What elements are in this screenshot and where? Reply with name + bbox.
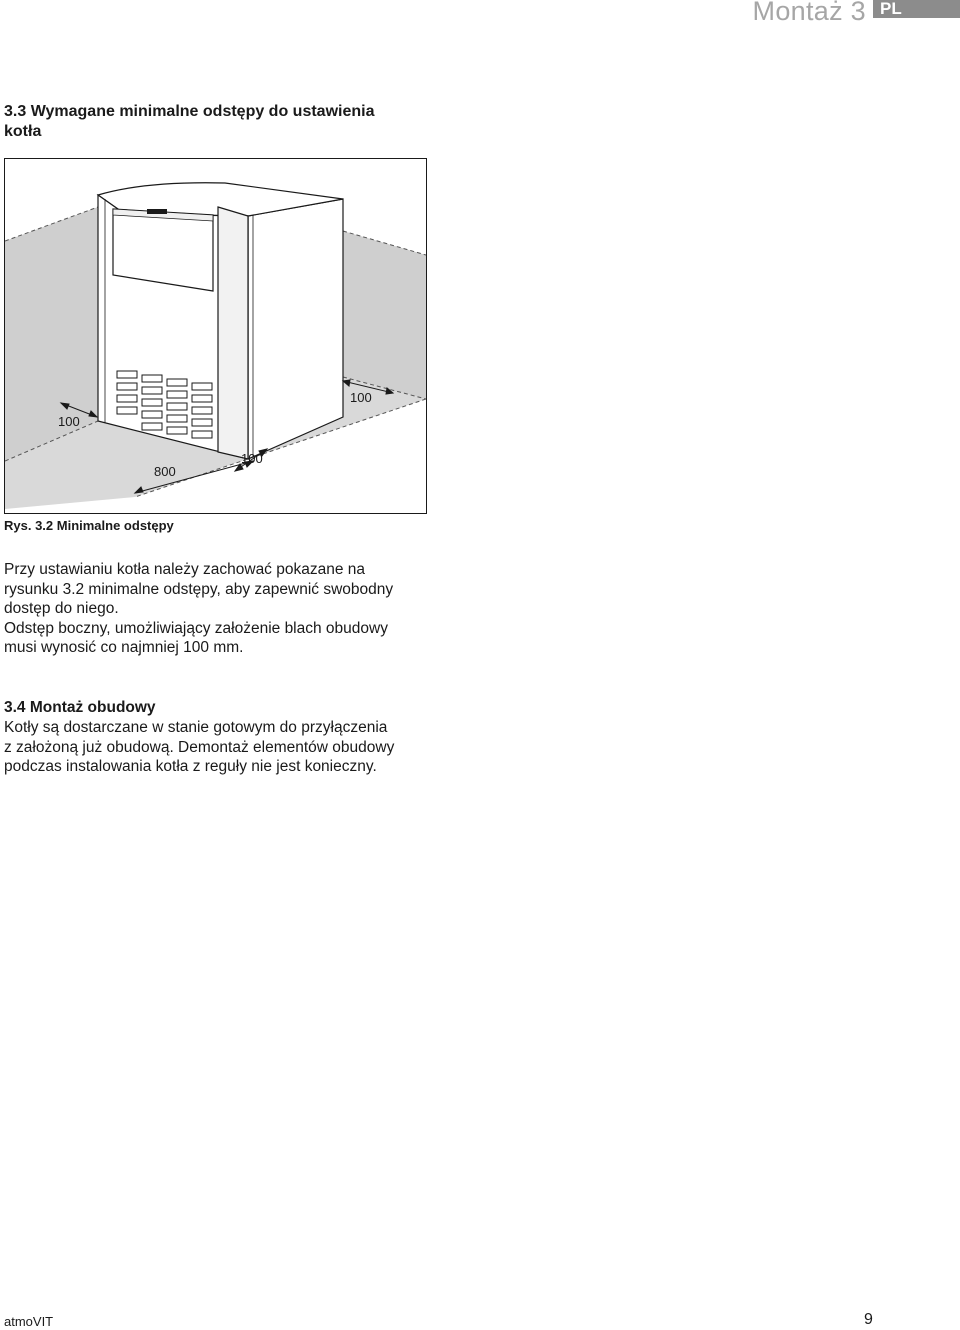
boiler-clearance-drawing [5,159,426,513]
section-heading-line2: kotła [4,123,42,140]
dimension-label-right-clearance: 100 [350,390,372,405]
paragraph-clearances [4,560,444,658]
paragraph-line: musi wynosić co najmniej 100 mm. [4,639,244,656]
paragraph-line: z założoną już obudową. Demontaż elementów obudowy [4,738,395,756]
section-heading-3-4: 3.4 Montaż obudowy [4,699,156,716]
figure-caption: Rys. 3.2 Minimalne odstępy [4,518,174,533]
paragraph-line: rysunku 3.2 minimalne odstępy, aby zapewnić swobodny [4,580,394,598]
paragraph-line: Odstęp boczny, umożliwiający założenie blach obudowy [4,619,388,637]
paragraph-line: podczas instalowania kotła z reguły nie jest konieczny. [4,758,377,775]
footer-product-name: atmoVIT [4,1314,54,1329]
paragraph-line: Kotły są dostarczane w stanie gotowym do przyłączenia [4,719,388,736]
boiler-unit [98,183,343,459]
paragraph-line: Przy ustawianiu kotła należy zachować pokazane na [4,561,366,578]
dimension-label-front-width: 800 [154,464,176,479]
boiler-clearance-figure [4,158,427,514]
paragraph-line: dostęp do niego. [4,600,119,617]
dimension-label-front-clearance: 100 [241,451,263,466]
dimension-label-left-clearance: 100 [58,414,80,429]
section-heading-3-3 [4,102,374,142]
footer-page-number: 9 [864,1311,873,1328]
paragraph-casing [4,718,444,777]
language-badge: PL [873,0,960,18]
chapter-title: Montaż 3 [752,0,866,26]
section-heading-line1: 3.3 Wymagane minimalne odstępy do ustawienia [4,103,375,120]
